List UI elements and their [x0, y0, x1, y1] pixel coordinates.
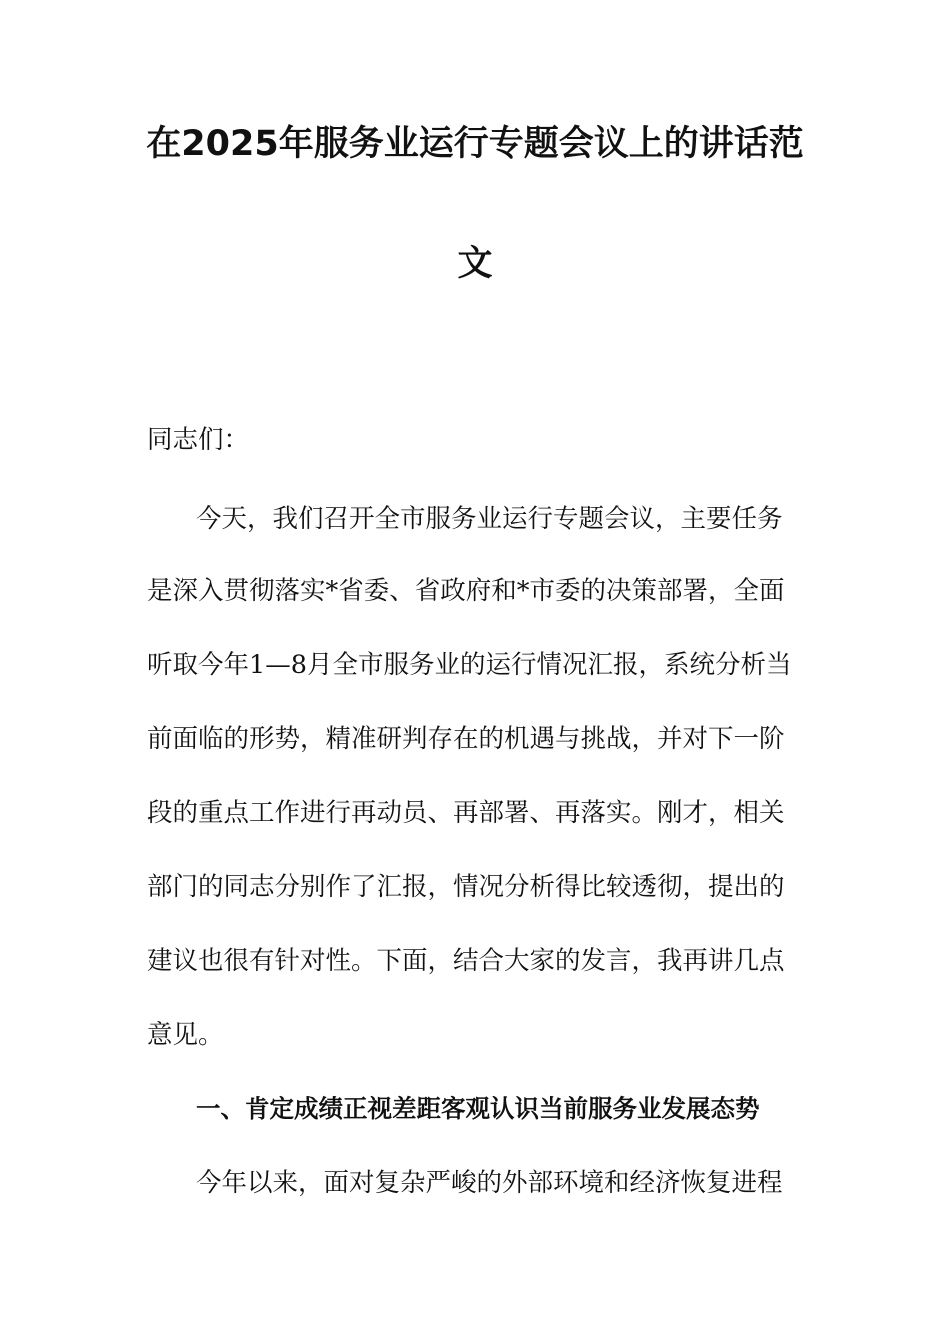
document-title-line-2: 文: [457, 244, 493, 284]
paragraph-2-line-1: 今年以来，面对复杂严峻的外部环境和经济恢复进程: [196, 1168, 783, 1198]
salutation: 同志们：: [147, 425, 250, 455]
paragraph-1-line-1: 今天，我们召开全市服务业运行专题会议，主要任务: [196, 504, 783, 534]
paragraph-1-line-6: 部门的同志分别作了汇报，情况分析得比较透彻，提出的: [147, 872, 785, 902]
paragraph-1-line-7: 建议也很有针对性。下面，结合大家的发言，我再讲几点: [147, 946, 785, 976]
paragraph-1-line-3: 听取今年1—8月全市服务业的运行情况汇报，系统分析当: [147, 650, 792, 680]
section-1-heading: 一、肯定成绩正视差距客观认识当前服务业发展态势: [196, 1094, 760, 1123]
paragraph-1-line-2: 是深入贯彻落实*省委、省政府和*市委的决策部署，全面: [147, 576, 785, 606]
paragraph-1-line-4: 前面临的形势，精准研判存在的机遇与挑战，并对下一阶: [147, 724, 785, 754]
paragraph-1-line-8: 意见。: [147, 1020, 224, 1050]
document-title-line-1: 在2025年服务业运行专题会议上的讲话范: [146, 124, 804, 164]
paragraph-1-line-5: 段的重点工作进行再动员、再部署、再落实。刚才，相关: [147, 798, 785, 828]
